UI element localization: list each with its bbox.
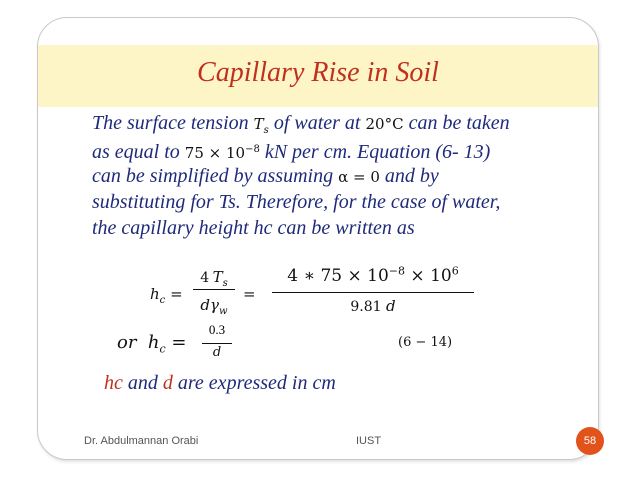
- body-line-4: substituting for Ts. Therefore, for the case of water,: [92, 191, 501, 213]
- body-line-3: [92, 164, 439, 189]
- eq1-fraction-2-denominator: 9.81 d: [350, 297, 396, 315]
- body-text: can be taken: [408, 112, 510, 134]
- eq2-denominator: d: [212, 345, 222, 360]
- ts-symbol: $T_s$: [253, 115, 269, 136]
- body-text: and by: [384, 165, 439, 187]
- eq2-numerator: 0.3: [208, 322, 226, 337]
- footer-author: Dr. Abdulmannan Orabi: [84, 435, 199, 447]
- eq2-fraction-bar: [202, 343, 232, 344]
- slide-title: Capillary Rise in Soil: [197, 57, 439, 88]
- eq1-fraction-1-numerator: 4 $T_s$: [200, 268, 228, 289]
- page-number-badge: 58: [576, 427, 604, 455]
- eq1-fraction-2-bar: [272, 292, 474, 293]
- hc-term: hc: [104, 372, 123, 394]
- eq1-equals: =: [243, 285, 256, 303]
- eq1-fraction-2-numerator: 4 ∗ $75 \times 10^{-8} \times 10^6$: [287, 264, 459, 286]
- eq1-fraction-1-denominator: $d\gamma_w$: [200, 296, 228, 317]
- body-text: The surface tension: [92, 112, 249, 134]
- footer-institution: IUST: [356, 435, 382, 447]
- body-line-5: the capillary height hc can be written as: [92, 217, 415, 239]
- eq1-lhs: $h_c$ =: [150, 285, 183, 306]
- body-line-2: [92, 138, 490, 165]
- units-note: hc and d are expressed in cm: [104, 372, 336, 394]
- equation-number: (6 − 14): [398, 335, 453, 350]
- eq2-lhs: or $h_c$ =: [117, 332, 187, 356]
- surface-tension-value: $75 \times 10^{-8}$: [184, 144, 260, 162]
- alpha-expression: α = 0: [338, 168, 380, 186]
- body-text: of water at: [273, 112, 361, 134]
- eq1-fraction-1-bar: [193, 289, 235, 290]
- body-text: as equal to: [92, 141, 180, 163]
- body-text: can be simplified by assuming: [92, 165, 334, 187]
- temperature-value: 20°C: [365, 115, 404, 133]
- d-term: d: [162, 372, 173, 394]
- body-text: kN per cm. Equation (6- 13): [264, 141, 491, 163]
